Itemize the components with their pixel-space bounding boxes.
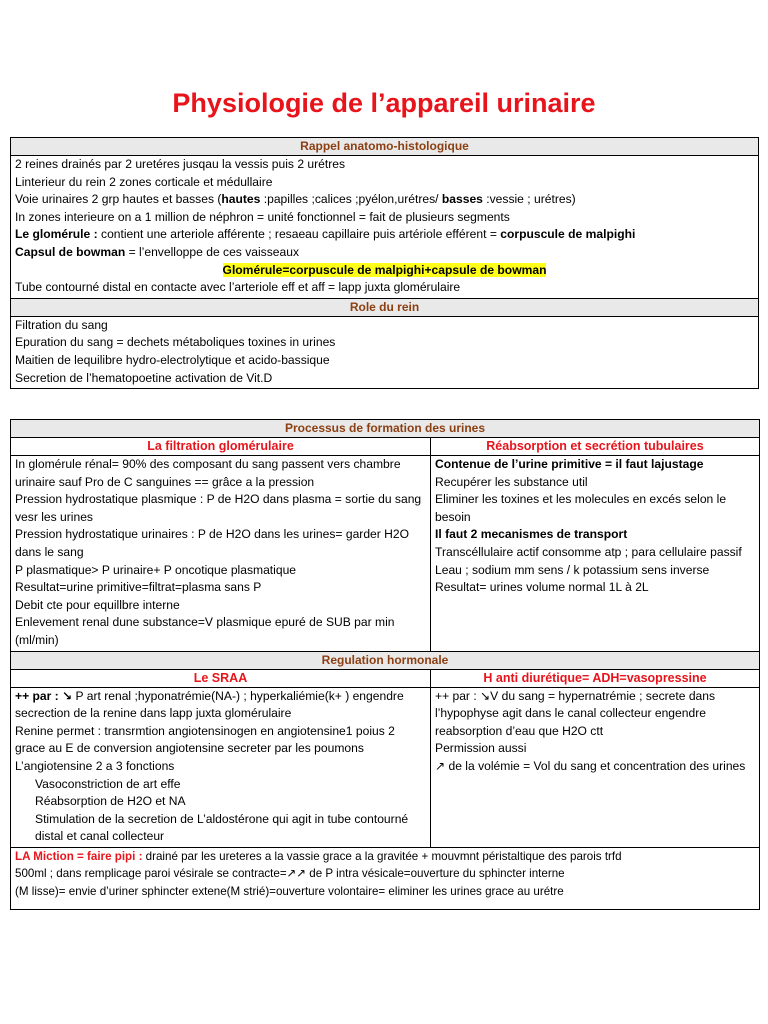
rappel-line-3: Voie urinaires 2 grp hautes et basses (hautes :papilles ;calices ;pyélon,urétres/ basses :vessie ; urétres) (15, 192, 576, 207)
role-item-2: Epuration du sang = dechets métaboliques toxines in urines (15, 335, 336, 350)
adh-line-3: ↗ de la volémie = Vol du sang et concentration des urines (435, 758, 746, 773)
role-content (11, 316, 759, 388)
reabsorption-line-5: Transcéllulaire actif consomme atp ; para cellulaire passif (435, 544, 742, 559)
filtration-title: La filtration glomérulaire (11, 438, 431, 456)
rappel-line-4: In zones interieure on a 1 million de néphron = unité fonctionnel = fait de plusieurs segments (15, 209, 510, 224)
rappel-table (10, 137, 759, 389)
reabsorption-line-4: Il faut 2 mecanismes de transport (435, 527, 628, 542)
rappel-line-2: Linterieur du rein 2 zones corticale et médullaire (15, 174, 273, 189)
regulation-header: Regulation hormonale (11, 651, 760, 669)
reabsorption-line-2: Recupérer les substance util (435, 474, 588, 489)
miction-label: LA Miction = faire pipi : (15, 849, 143, 863)
sraa-line-2: Renine permet : transrmtion angiotensinogen en angiotensine1 poius 2 grace au E de conversion angiotensine secreter par les poumons (15, 723, 395, 756)
reabsorption-line-3: Eliminer les toxines et les molecules en excés selon le besoin (435, 492, 727, 524)
sraa-line-5: Réabsorption de H2O et NA (35, 794, 186, 809)
filtration-line-2: Pression hydrostatique plasmique : P de H2O dans plasma = sortie du sang vesr les urines (15, 492, 422, 524)
rappel-content (11, 156, 759, 299)
processus-header: Processus de formation des urines (11, 420, 760, 438)
reabsorption-line-1: Contenue de l’urine primitive = il faut lajustage (435, 457, 704, 471)
sraa-title: Le SRAA (11, 669, 431, 687)
rappel-line-6: Capsul de bowman = l’envelloppe de ces vaisseaux (15, 244, 299, 259)
rappel-line-5: Le glomérule : contient une arteriole afférente ; resaeau capillaire puis artériole efférent = corpuscule de malpighi (15, 227, 636, 242)
rappel-line-8: Tube contourné distal en contacte avec l’arteriole eff et aff = lapp juxta glomérulaire (15, 280, 461, 295)
sraa-line-1: ++ par : ↘ P art renal ;hyponatrémie(NA-) ; hyperkaliémie(k+ ) engendre secrection de la renine dans lapp juxta glomérulaire (15, 688, 404, 721)
filtration-line-5: Resultat=urine primitive=filtrat=plasma sans P (15, 580, 262, 595)
sraa-content (11, 687, 431, 847)
adh-line-2: Permission aussi (435, 741, 527, 756)
reabsorption-line-7: Resultat= urines volume normal 1L à 2L (435, 580, 649, 595)
rappel-line-7 (15, 262, 754, 280)
role-item-3: Maitien de lequilibre hydro-electrolytique et acido-bassique (15, 352, 330, 367)
role-header: Role du rein (11, 298, 759, 316)
page-title: Physiologie de l’appareil urinaire (172, 88, 596, 118)
miction-line-3: (M lisse)= envie d’uriner sphincter extene(M strié)=ouverture volontaire= eliminer les urines grace au urétre (15, 885, 564, 899)
sraa-line-6: Stimulation de la secretion de L’aldostérone qui agit in tube contourné distal et canal collecteur (35, 811, 409, 844)
role-item-4: Secretion de l’hematopoetine activation de Vit.D (15, 370, 273, 385)
sraa-line-3: L’angiotensine 2 a 3 fonctions (15, 758, 175, 773)
reabsorption-title: Réabsorption et secrétion tubulaires (431, 438, 760, 456)
adh-line-1: ++ par : ↘V du sang = hypernatrémie ; secrete dans l’hypophyse agit dans le canal collecteur engendre reabsorption d’eau que H2O ctt (435, 688, 716, 738)
filtration-line-4: P plasmatique> P urinaire+ P oncotique plasmatique (15, 562, 297, 577)
reabsorption-line-6: Leau ; sodium mm sens / k potassium sens inverse (435, 562, 710, 577)
miction-line-2: 500ml ; dans remplicage paroi vésirale se contracte=↗↗ de P intra vésicale=ouverture du sphincter interne (15, 867, 565, 881)
miction-line-1: LA Miction = faire pipi : drainé par les ureteres a la vassie grace a la gravitée + mouvmnt péristaltique des parois trfd (15, 849, 622, 863)
filtration-line-6: Debit cte pour equillbre interne (15, 597, 180, 612)
filtration-line-7: Enlevement renal dune substance=V plasmique epuré de SUB par min (ml/min) (15, 615, 395, 647)
rappel-header: Rappel anatomo-histologique (11, 138, 759, 156)
sraa-line-4: Vasoconstriction de art effe (35, 776, 181, 791)
processus-table (10, 419, 760, 910)
filtration-line-3: Pression hydrostatique urinaires : P de H2O dans les urines= garder H2O dans le sang (15, 527, 410, 559)
reabsorption-content (431, 456, 760, 652)
adh-content (431, 687, 760, 847)
filtration-content (11, 456, 431, 652)
miction-content (11, 847, 760, 909)
highlight-formula: Glomérule=corpuscule de malpighi+capsule de bowman (222, 262, 547, 277)
adh-title: H anti diurétique= ADH=vasopressine (431, 669, 760, 687)
filtration-line-1: In glomérule rénal= 90% des composant du sang passent vers chambre urinaire sauf Pro de C sanguines == grâce a la pression (15, 457, 401, 489)
rappel-line-1: 2 reines drainés par 2 uretéres jusqau la vessis puis 2 urétres (15, 157, 346, 171)
role-item-1: Filtration du sang (15, 317, 108, 332)
